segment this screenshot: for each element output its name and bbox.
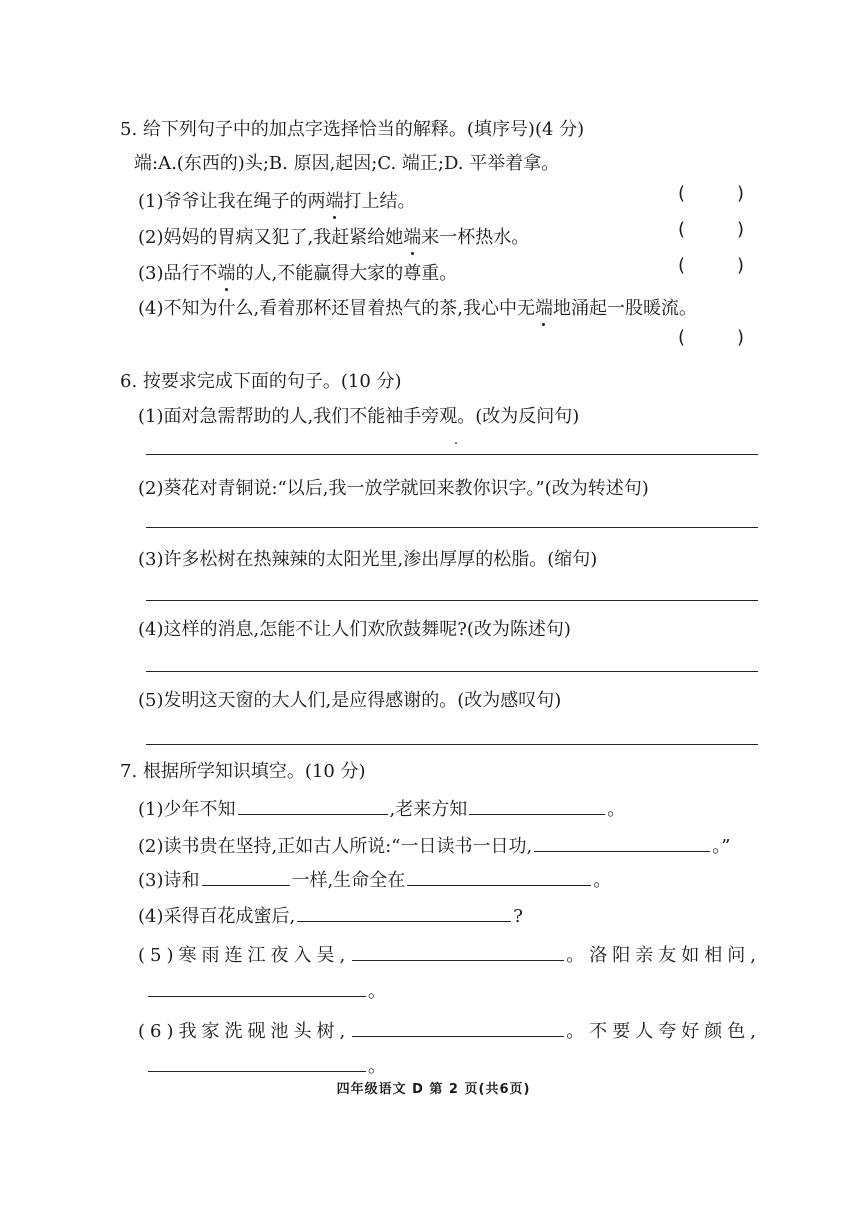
q7-item-5-line-2 — [146, 978, 386, 1004]
q6-item-2: (2)葵花对青铜说:“以后,我一放学就回来教你识字。”(改为转述句) — [138, 478, 649, 499]
paren-close: ) — [737, 255, 745, 276]
q5-item-2 — [138, 226, 529, 250]
q7-item-4-blank-1[interactable] — [297, 903, 511, 922]
q7-item-1-blank-2[interactable] — [469, 796, 605, 815]
q7-item-1 — [138, 796, 625, 822]
q5-item-1-before: (1)爷爷让我在绳子的两 — [138, 191, 326, 212]
q6-answer-line-5[interactable] — [146, 744, 758, 745]
q5-item-3 — [138, 262, 457, 286]
paren-open: ( — [678, 183, 686, 204]
paren-open: ( — [678, 219, 686, 240]
q7-item-1-blank-1[interactable] — [238, 796, 388, 815]
q7-item-3 — [138, 867, 611, 893]
q7-item-3-blank-1[interactable] — [202, 867, 290, 886]
scan-speck — [455, 442, 457, 444]
q5-item-1-after: 打上结。 — [343, 191, 416, 212]
q7-item-4-text-a: (4)采得百花成蜜后, — [138, 906, 296, 927]
q6-answer-line-4[interactable] — [146, 671, 758, 672]
q7-item-2-text-c: 。” — [712, 836, 731, 857]
q6-item-3: (3)许多松树在热辣辣的太阳光里,渗出厚厚的松脂。(缩句) — [138, 549, 598, 570]
q7-item-6-text-b: 。不要人夸好颜色, — [566, 1021, 761, 1042]
q5-item-3-after: 的人,不能赢得大家的尊重。 — [235, 263, 458, 284]
q6-item-5: (5)发明这天窗的大人们,是应得感谢的。(改为感叹句) — [138, 690, 562, 711]
q7-item-6-line-1 — [138, 1018, 761, 1044]
q5-item-4-before: (4)不知为什么,看着那杯还冒着热气的茶,我心中无 — [138, 298, 535, 319]
q5-item-1-dotted-char: 端 — [325, 191, 344, 212]
q5-item-2-dotted-char: 端 — [403, 227, 422, 248]
q7-item-3-text-a: (3)诗和 — [138, 870, 200, 891]
q5-answer-4[interactable] — [678, 326, 744, 350]
q5-item-4 — [138, 297, 697, 321]
q6-title: 6. 按要求完成下面的句子。(10 分) — [120, 371, 402, 392]
q6-answer-line-2[interactable] — [146, 527, 758, 528]
q7-item-6-text-c: 。 — [368, 1056, 386, 1077]
paren-close: ) — [737, 219, 745, 240]
q7-item-1-text-b: ,老来方知 — [389, 799, 468, 820]
q5-item-3-dotted-char: 端 — [217, 263, 236, 284]
q7-item-5-text-c: 。 — [368, 981, 386, 1002]
q5-answer-3[interactable] — [678, 254, 744, 278]
q7-item-5-blank-1[interactable] — [352, 942, 564, 961]
paren-close: ) — [737, 183, 745, 204]
q7-item-4-text-c: ? — [513, 906, 523, 927]
q5-answer-2[interactable] — [678, 218, 744, 242]
q6-item-4: (4)这样的消息,怎能不让人们欢欣鼓舞呢?(改为陈述句) — [138, 619, 571, 640]
q7-item-5-line-1 — [138, 942, 761, 968]
q7-item-3-blank-2[interactable] — [407, 867, 591, 886]
q6-item-1: (1)面对急需帮助的人,我们不能袖手旁观。(改为反问句) — [138, 406, 580, 427]
q6-answer-line-1[interactable] — [146, 454, 758, 455]
q5-item-4-after: 地涌起一股暖流。 — [552, 298, 697, 319]
q5-item-2-before: (2)妈妈的胃病又犯了,我赶紧给她 — [138, 227, 404, 248]
q7-item-1-text-c: 。 — [607, 799, 626, 820]
q7-item-3-text-c: 。 — [593, 870, 612, 891]
paren-close: ) — [737, 327, 745, 348]
q7-item-6-line-2 — [146, 1053, 386, 1079]
q7-item-4 — [138, 903, 523, 929]
paren-open: ( — [678, 327, 686, 348]
q5-options: 端:A.(东西的)头;B. 原因,起因;C. 端正;D. 平举着拿。 — [134, 153, 560, 174]
q7-item-2 — [138, 833, 730, 859]
q7-item-2-text-a: (2)读书贵在坚持,正如古人所说:“一日读书一日功, — [138, 836, 533, 857]
q7-item-6-text-a: (6)我家洗砚池头树, — [138, 1021, 351, 1042]
q7-item-5-text-b: 。洛阳亲友如相问, — [566, 945, 761, 966]
q5-answer-1[interactable] — [678, 182, 744, 206]
q7-item-5-blank-2[interactable] — [148, 978, 366, 997]
paren-open: ( — [678, 255, 686, 276]
q7-item-2-blank-1[interactable] — [534, 833, 710, 852]
q5-item-1 — [138, 190, 416, 214]
q5-item-2-after: 来一杯热水。 — [421, 227, 530, 248]
q7-title: 7. 根据所学知识填空。(10 分) — [120, 761, 366, 782]
q7-item-1-text-a: (1)少年不知 — [138, 799, 236, 820]
page-footer: 四年级语文 D 第 2 页(共6页) — [336, 1082, 531, 1097]
q5-title: 5. 给下列句子中的加点字选择恰当的解释。(填序号)(4 分) — [120, 119, 585, 140]
q7-item-6-blank-1[interactable] — [352, 1018, 564, 1037]
q7-item-5-text-a: (5)寒雨连江夜入吴, — [138, 945, 351, 966]
q7-item-6-blank-2[interactable] — [148, 1053, 366, 1072]
q7-item-3-text-b: 一样,生命全在 — [291, 870, 406, 891]
q5-item-3-before: (3)品行不 — [138, 263, 218, 284]
q6-answer-line-3[interactable] — [146, 600, 758, 601]
q5-item-4-dotted-char: 端 — [534, 298, 553, 319]
